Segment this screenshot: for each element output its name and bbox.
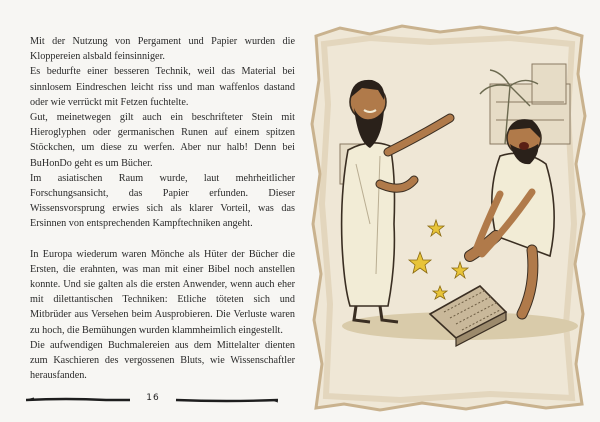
illustration-svg <box>310 24 588 412</box>
paragraph-gap <box>30 232 295 247</box>
page-number: 16 <box>136 393 170 403</box>
paragraph: Im asiatischen Raum wurde, laut mehrheitlicher Forschungsansicht, das Papier erfunden. Dieser Wissensvorsprung erwies sich als klarer Vorteil, was das Ersinnen von entsprechenden Kampftechniken angeht. <box>30 172 295 230</box>
illustration <box>310 24 588 412</box>
paragraph: Mit der Nutzung von Pergament und Papier wurden die Kloppereien alsbald feinsinniger. <box>30 36 295 63</box>
mouth <box>519 142 529 150</box>
body-text <box>30 34 295 383</box>
paragraph: In Europa wiederum waren Mönche als Hüter der Bücher die Ersten, die erahnten, was man mit einer Bibel noch anstellen konnte. Und sie galten als die ersten Anwender, wenn auch eher mit dilettantischen Techniken: Etliche töteten sich und Mitbrüder aus Versehen beim Ausprobieren. Die Verluste waren zu hoch, die Bemühungen wurden klammheimlich eingestellt. <box>30 248 295 336</box>
paragraph: Gut, meinetwegen gilt auch ein beschrifteter Stein mit Hieroglyphen oder germanischen Runen auf einem spitzen Stöckchen, um diese zu werfen. Aber nur halb! Denn bei BuHonDo geht es um Bücher. <box>30 112 295 169</box>
paragraph: Die aufwendigen Buchmalereien aus dem Mittelalter dienten zum Kaschieren des vergossenen Bluts, wie Wissenschaftler herausfanden. <box>30 339 295 382</box>
robe <box>342 143 395 306</box>
paragraph: Es bedurfte einer besseren Technik, weil das Material bei sinnlosem Eindreschen leicht riss und man waffenlos dastand oder wie verrückt mit Fetzen fuchtelte. <box>30 66 295 108</box>
